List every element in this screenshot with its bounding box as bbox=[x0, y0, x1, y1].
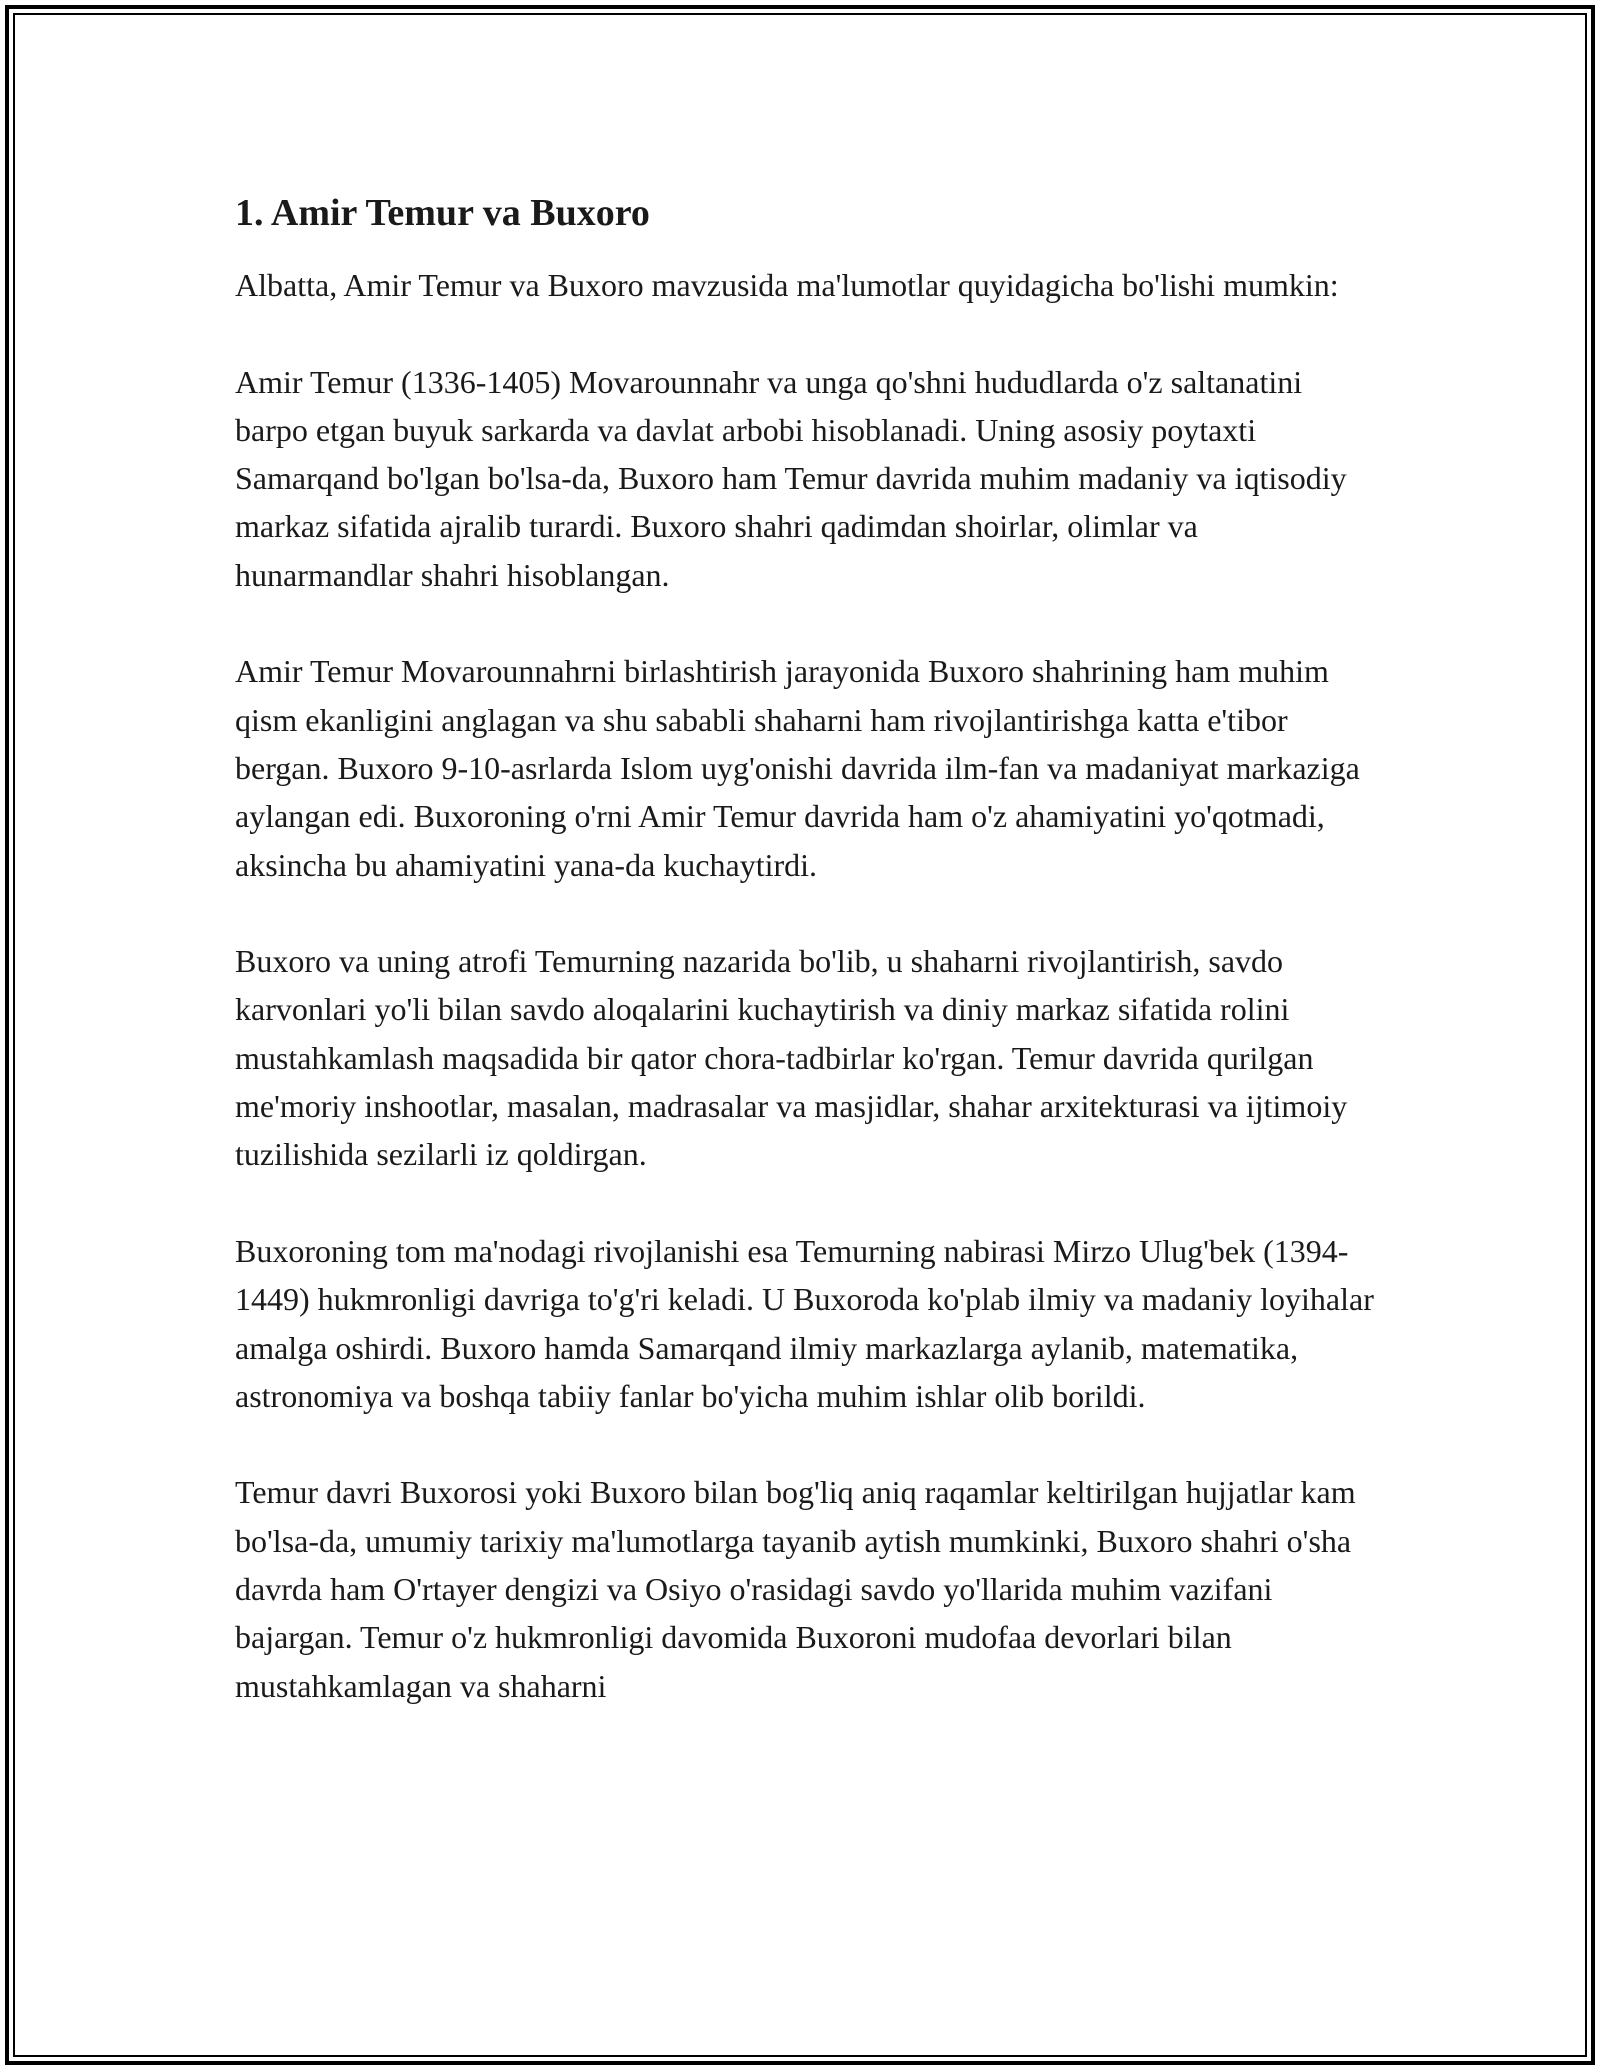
paragraph-intro: Albatta, Amir Temur va Buxoro mavzusida ma'lumotlar quyidagicha bo'lishi mumkin: bbox=[235, 267, 1339, 303]
document-body bbox=[235, 185, 1375, 1758]
document-title: 1. Amir Temur va Buxoro bbox=[235, 192, 650, 234]
paragraph-trade-routes: Temur davri Buxorosi yoki Buxoro bilan bog'liq aniq raqamlar keltirilgan hujjatlar kam bo'lsa-da, umumiy tarixiy ma'lumotlarga tayanib aytish mumkinki, Buxoro shahri o'sha davrda ham O'rtayer dengizi va Osiyo o'rasidagi savdo yo'llarida muhim vazifani bajargan. Temur o'z hukmronligi davomida Buxoroni mudofaa devorlari bilan mustahkamlagan va shaharni bbox=[235, 1474, 1356, 1704]
paragraph-trade-and-architecture: Buxoro va uning atrofi Temurning nazarida bo'lib, u shaharni rivojlantirish, savdo karvonlari yo'li bilan savdo aloqalarini kuchaytirish va diniy markaz sifatida rolini mustahkamlash maqsadida bir qator chora-tadbirlar ko'rgan. Temur davrida qurilgan me'moriy inshootlar, masalan, madrasalar va masjidlar, shahar arxitekturasi va ijtimoiy tuzilishida sezilarli iz qoldirgan. bbox=[235, 943, 1348, 1173]
paragraph-amir-temur-bio: Amir Temur (1336-1405) Movarounnahr va unga qo'shni hududlarda o'z saltanatini barpo etgan buyuk sarkarda va davlat arbobi hisoblanadi. Uning asosiy poytaxti Samarqand bo'lgan bo'lsa-da, Buxoro ham Temur davrida muhim madaniy va iqtisodiy markaz sifatida ajralib turardi. Buxoro shahri qadimdan shoirlar, olimlar va hunarmandlar shahri hisoblangan. bbox=[235, 363, 1347, 593]
paragraph-ulugbek: Buxoroning tom ma'nodagi rivojlanishi esa Temurning nabirasi Mirzo Ulug'bek (1394-1449) hukmronligi davriga to'g'ri keladi. U Buxoroda ko'plab ilmiy va madaniy loyihalar amalga oshirdi. Buxoro hamda Samarqand ilmiy markazlarga aylanib, matematika, astronomiya va boshqa tabiiy fanlar bo'yicha muhim ishlar olib borildi. bbox=[235, 1232, 1374, 1414]
paragraph-movarounnahr-unification: Amir Temur Movarounnahrni birlashtirish jarayonida Buxoro shahrining ham muhim qism ekanligini anglagan va shu sababli shaharni ham rivojlantirishga katta e'tibor bergan. Buxoro 9-10-asrlarda Islom uyg'onishi davrida ilm-fan va madaniyat markaziga aylangan edi. Buxoroning o'rni Amir Temur davrida ham o'z ahamiyatini yo'qotmadi, aksincha bu ahamiyatini yana-da kuchaytirdi. bbox=[235, 653, 1360, 883]
